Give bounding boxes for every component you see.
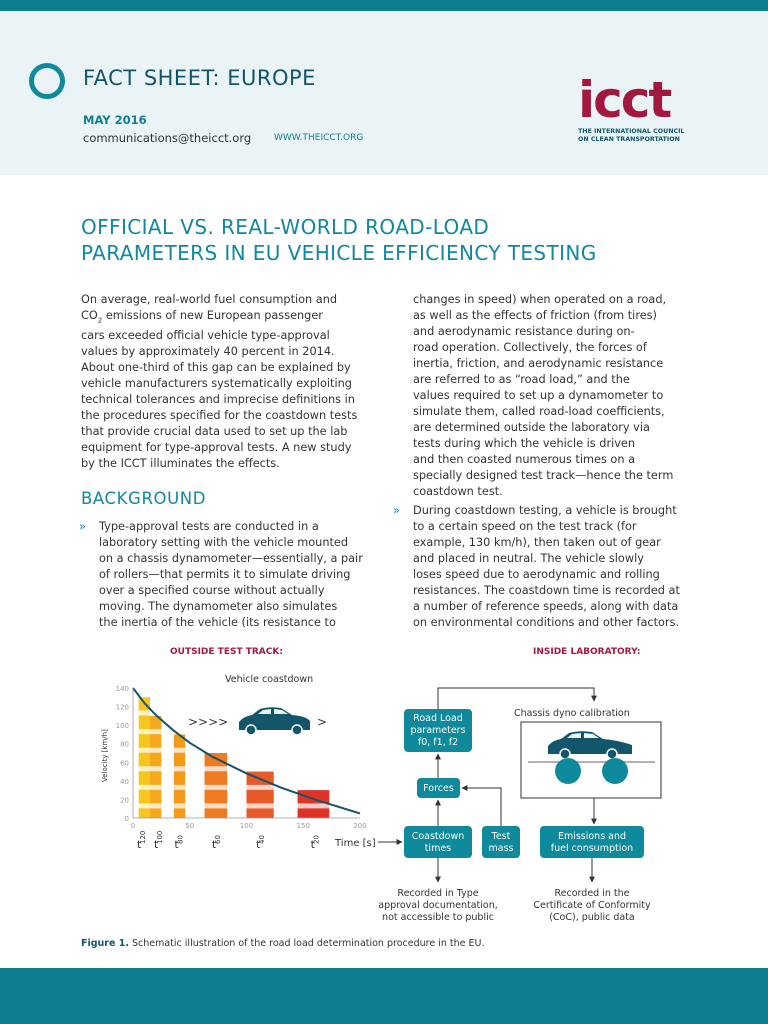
intro-line: cars exceeded official vehicle type-approval	[81, 329, 330, 343]
col2-line: are determined outside the laboratory via	[413, 421, 650, 434]
coastdown-text-1: Coastdown	[411, 831, 465, 842]
intro-line: technical tolerances and imprecise definitions in	[81, 393, 355, 407]
intro-line: $CO_2$ emissions of new European passenger	[81, 309, 323, 325]
emissions-text-1: Emissions and	[557, 831, 627, 842]
figure-caption	[81, 938, 484, 949]
chart-title: Vehicle coastdown	[225, 674, 314, 685]
time-marker-t: t	[174, 838, 179, 851]
note-right-1: Recorded in the	[554, 888, 630, 899]
road-load-diagram	[378, 688, 661, 923]
bullet-marker-icon: »	[393, 504, 400, 517]
forces-text: Forces	[423, 783, 454, 794]
intro-line: vehicle manufacturers systematically exploiting	[81, 377, 352, 391]
caption-label: Figure 1.	[81, 938, 129, 949]
dyno-roller-right	[602, 758, 628, 784]
caption-text: Schematic illustration of the road load determination procedure in the EU.	[128, 938, 485, 949]
bullet-line: resistances. The coastdown time is recorded at	[413, 584, 680, 597]
time-marker-t: t	[153, 838, 159, 851]
background-heading: BACKGROUND	[81, 489, 207, 508]
bottom-accent-bar	[0, 968, 768, 1024]
note-left-3: not accessible to public	[382, 912, 494, 923]
bullet-marker-icon: »	[79, 520, 86, 533]
intro-line: that provide crucial data used to set up the lab	[81, 425, 348, 439]
fact-sheet-title: FACT SHEET: EUROPE	[83, 66, 316, 90]
bullet-line: Type-approval tests are conducted in a	[99, 520, 319, 533]
x-tick-label: 200	[353, 822, 367, 830]
bullet-line: moving. The dynamometer also simulates	[99, 600, 338, 613]
col2-line: as well as the effects of friction (from tires)	[413, 309, 657, 322]
note-right-3: (CoC), public data	[549, 912, 635, 923]
y-tick-label: 120	[115, 703, 129, 712]
time-marker-t: t	[310, 838, 315, 851]
bullet-line: and placed in neutral. The vehicle slowly	[413, 552, 644, 565]
coastdown-chart	[101, 674, 376, 851]
col2-line: tests during which the vehicle is driven	[413, 437, 636, 450]
col2-line: coastdown test.	[413, 485, 503, 498]
dyno-roller-left	[555, 758, 581, 784]
col2-line: road operation. Collectively, the forces of	[413, 341, 647, 354]
grid-stripe-4	[133, 748, 360, 753]
y-tick-label: 40	[120, 777, 129, 786]
dyno-car-icon	[548, 731, 632, 759]
bullet-line: on environmental conditions and other factors.	[413, 616, 680, 629]
col2-line: and aerodynamic resistance during on-	[413, 325, 635, 338]
col2-line: inertia, friction, and aerodynamic resistance	[413, 357, 664, 370]
y-tick-label: 140	[115, 685, 129, 693]
road-load-text-1: Road Load	[413, 713, 463, 724]
road-load-text-2: parameters	[410, 725, 466, 736]
arrow-testmass-to-forces	[462, 788, 501, 826]
col2-line: simulate them, called road-load coefficients,	[413, 405, 665, 418]
time-marker-label: 40	[258, 835, 267, 844]
icct-logo: icct	[578, 71, 671, 129]
dyno-label: Chassis dyno calibration	[514, 708, 630, 719]
bullet-line: on a chassis dynamometer—essentially, a pair	[99, 552, 363, 565]
time-marker-t: t	[256, 838, 261, 851]
intro-line: About one-third of this gap can be explained by	[81, 361, 351, 375]
logo-sub-line-1: THE INTERNATIONAL COUNCIL	[578, 128, 685, 135]
title-line-2: PARAMETERS IN EU VEHICLE EFFICIENCY TESTING	[81, 241, 597, 265]
intro-line: the procedures specified for the coastdown tests	[81, 409, 358, 423]
y-tick-label: 60	[120, 759, 129, 768]
y-tick-label: 0	[124, 815, 129, 823]
time-marker-t: t	[211, 838, 217, 851]
y-tick-label: 100	[115, 722, 129, 731]
inside-lab-label: INSIDE LABORATORY:	[533, 647, 641, 657]
outside-track-label: OUTSIDE TEST TRACK:	[170, 647, 283, 657]
note-left-1: Recorded in Type	[397, 888, 479, 899]
col2-line: and then coasted numerous times on a	[413, 453, 636, 466]
time-marker-label: 120	[138, 830, 147, 844]
website-link[interactable]: WWW.THEICCT.ORG	[274, 133, 364, 143]
col2-line: specially designed test track—hence the term	[413, 469, 674, 482]
col2-line: changes in speed) when operated on a road,	[413, 293, 667, 306]
bullet-line: laboratory setting with the vehicle mounted	[99, 536, 349, 549]
bullet-line: over a specified course without actually	[99, 584, 325, 597]
x-tick-label: 0	[130, 822, 136, 830]
time-marker-t: t	[136, 838, 142, 851]
chart-ylabel: Velocity [km/h]	[101, 729, 109, 782]
emissions-text-2: fuel consumption	[550, 843, 634, 854]
x-tick-label: 100	[239, 822, 254, 830]
y-tick-label: 20	[120, 796, 129, 805]
chart-arrows-left: >>>>	[188, 715, 229, 729]
bullet-line: example, 130 km/h), then taken out of gear	[413, 536, 661, 549]
title-line-1: OFFICIAL VS. REAL-WORLD ROAD-LOAD	[81, 215, 490, 239]
time-marker-label: 80	[176, 835, 185, 844]
contact-email[interactable]: communications@theicct.org	[83, 131, 252, 145]
bullet-line: a number of reference speeds, along with data	[413, 600, 679, 613]
bullet-line: During coastdown testing, a vehicle is brought	[413, 504, 677, 517]
publication-date: MAY 2016	[83, 113, 147, 127]
intro-line: On average, real-world fuel consumption and	[81, 293, 338, 306]
y-tick-label: 80	[120, 740, 129, 749]
x-tick-label: 150	[296, 822, 310, 830]
grid-stripe-1	[133, 803, 360, 808]
chart-xlabel: Time [s]	[335, 838, 376, 849]
grid-stripe-7	[133, 692, 360, 697]
bullet-line: of rollers—that permits it to simulate driving	[99, 568, 351, 581]
bullet-line: loses speed due to aerodynamic and rolling	[413, 568, 660, 581]
test-mass-text-2: mass	[488, 843, 514, 854]
chart-arrows-right: >	[317, 715, 328, 729]
intro-line: equipment for type-approval tests. A new study	[81, 441, 352, 455]
grid-stripe-3	[133, 766, 360, 771]
col2-line: values required to set up a dynamometer to	[413, 389, 664, 402]
bullet-line: to a certain speed on the test track (for	[413, 520, 637, 533]
time-marker-label: 60	[213, 835, 222, 844]
arrow-roadload-to-dyno	[438, 688, 594, 709]
intro-line: by the ICCT illuminates the effects.	[81, 457, 280, 471]
road-load-text-3: f0, f1, f2	[417, 737, 459, 748]
note-left-2: approval documentation,	[378, 900, 498, 911]
bullet-line: the inertia of the vehicle (its resistance to	[99, 616, 336, 629]
coastdown-text-2: times	[424, 843, 452, 854]
intro-line: values by approximately 40 percent in 2014.	[81, 345, 335, 359]
logo-sub-line-2: ON CLEAN TRANSPORTATION	[578, 136, 680, 143]
note-right-2: Certificate of Conformity	[533, 900, 651, 911]
time-marker-label: 20	[312, 835, 321, 844]
x-tick-label: 50	[185, 822, 195, 830]
test-mass-text-1: Test	[491, 831, 511, 842]
grid-stripe-2	[133, 785, 360, 790]
time-marker-label: 100	[155, 830, 164, 844]
col2-line: are referred to as “road load,” and the	[413, 373, 630, 386]
